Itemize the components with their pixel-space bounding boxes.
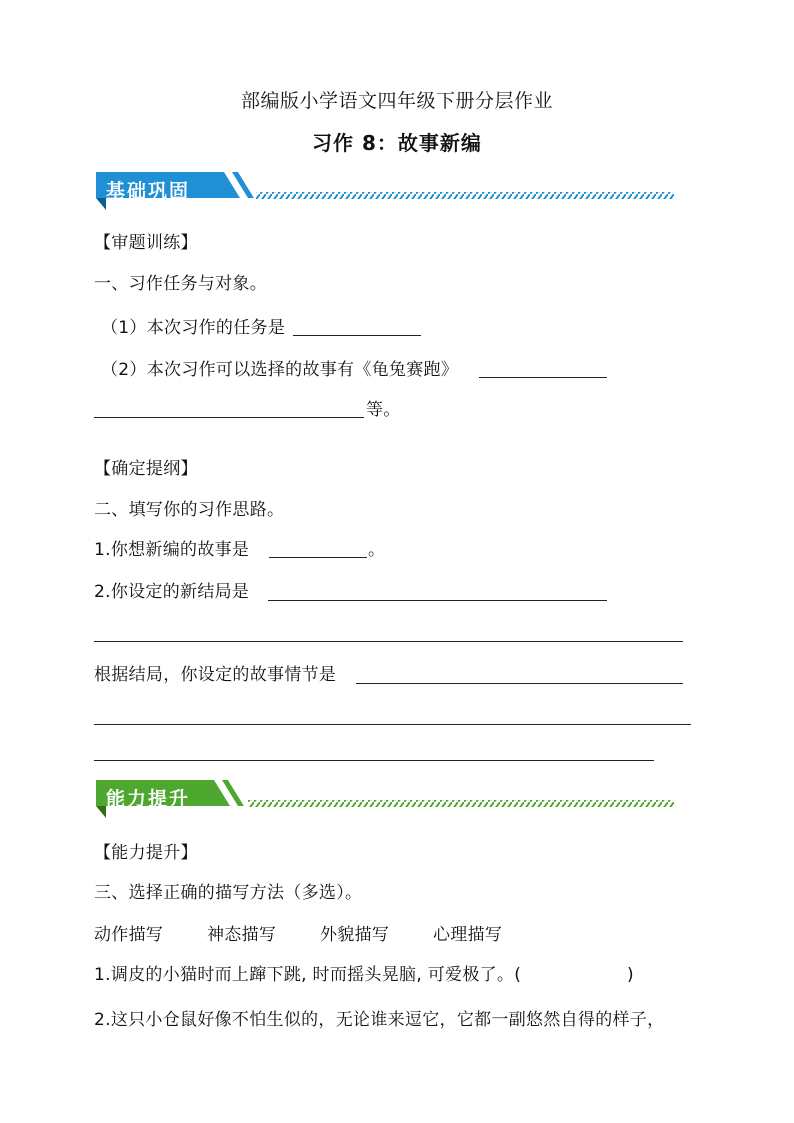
question-three-item1-end: ) xyxy=(627,965,634,985)
option-expression: 神态描写 xyxy=(207,925,277,945)
answer-blank-stories-2[interactable] xyxy=(94,417,364,418)
banner-basic xyxy=(92,170,676,212)
answer-blank-plot-3[interactable] xyxy=(94,760,654,761)
answer-blank-plot-1[interactable] xyxy=(356,683,683,684)
option-action: 动作描写 xyxy=(94,925,164,945)
question-two-item1: 1.你想新编的故事是 xyxy=(94,540,250,560)
question-three: 三、选择正确的描写方法（多选）。 xyxy=(94,883,363,903)
heading-shenti: 【审题训练】 xyxy=(94,233,198,253)
option-psychology: 心理描写 xyxy=(433,925,503,945)
question-one-item2-end: 等。 xyxy=(366,400,401,420)
banner-ability xyxy=(92,778,676,820)
question-one-item2: （2）本次习作可以选择的故事有《龟兔赛跑》 xyxy=(101,360,459,380)
question-one: 一、习作任务与对象。 xyxy=(94,274,267,294)
answer-blank-stories-1[interactable] xyxy=(479,377,607,378)
question-three-item2: 2.这只小仓鼠好像不怕生似的，无论谁来逗它，它都一副悠然自得的样子， xyxy=(94,1010,665,1030)
question-three-item1: 1.调皮的小猫时而上蹿下跳, 时而摇头晃脑, 可爱极了。( xyxy=(94,965,522,985)
question-two-item2: 2.你设定的新结局是 xyxy=(94,582,250,602)
option-appearance: 外貌描写 xyxy=(320,925,390,945)
answer-blank-ending-1[interactable] xyxy=(268,600,607,601)
banner-ability-label: 能力提升 xyxy=(106,788,191,810)
question-one-item1: （1）本次习作的任务是 xyxy=(101,318,286,338)
heading-nengli: 【能力提升】 xyxy=(94,843,198,863)
question-two: 二、填写你的习作思路。 xyxy=(94,500,285,520)
question-two-item1-end: 。 xyxy=(368,540,386,560)
answer-blank-task[interactable] xyxy=(293,335,421,336)
answer-blank-ending-2[interactable] xyxy=(94,641,683,642)
answer-blank-story-choice[interactable] xyxy=(269,557,367,558)
worksheet-subtitle: 习作 8：故事新编 xyxy=(312,131,482,155)
question-two-item3: 根据结局，你设定的故事情节是 xyxy=(94,665,337,685)
answer-blank-plot-2[interactable] xyxy=(94,724,691,725)
heading-tigang: 【确定提纲】 xyxy=(94,459,198,479)
worksheet-title: 部编版小学语文四年级下册分层作业 xyxy=(240,90,553,112)
banner-basic-label: 基础巩固 xyxy=(106,180,191,202)
